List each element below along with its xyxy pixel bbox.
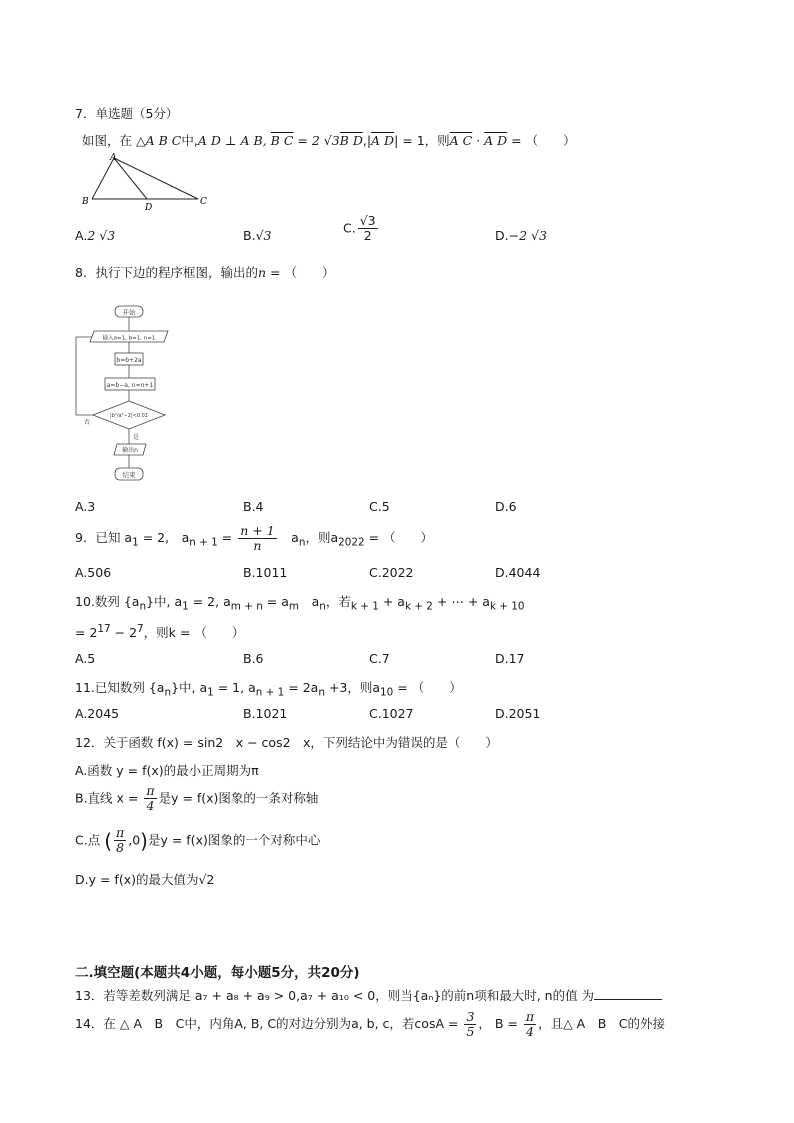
q9-stem: 9．已知 $a_1 = 2$, $a_{n + 1}$ = $\frac{n + 1}{n}$ $a_n$，则$a_{2022}$ = （ ） <box>75 522 434 553</box>
flow-output: 输出n <box>122 447 138 454</box>
q12-option-b: B.直线 x = $\frac{\pi}{4}$ 是y = f(x)图象的一条对称轴 <box>75 783 319 814</box>
q13-answer-blank[interactable] <box>594 987 662 1000</box>
flow-input: 输入a=1, b=1, n=1 <box>102 335 156 342</box>
q8-option-a: A.3 <box>75 499 96 514</box>
triangle-figure <box>80 152 210 212</box>
q12-option-c: C.点 ( $\frac{\pi}{8}$ ,0)是y = f(x)图象的一个对称中心 <box>75 825 321 856</box>
q11-stem: 11.已知数列 $\{a_n\}$中, $a_1 = 1$, $a_{n + 1} = 2a_n +3$，则$a_{10}$ = （ ） <box>75 680 462 699</box>
flow-no: 否 <box>84 419 91 426</box>
q7-option-d: D.−2 √3 <box>495 228 547 243</box>
q7-stem: 如图，在 △A B C中,A D ⊥ A B, B C = 2 √3B D,|A D| = 1，则A C · A D = （ ） <box>82 133 576 148</box>
q7-option-c: C. $\frac{√3}{2}$ <box>343 213 376 244</box>
q12-option-d: D.y = f(x)的最大值为√2 <box>75 872 215 887</box>
q10-stem-line2: = $2^{17} - 2^7$，则k = （ ） <box>75 623 245 641</box>
q10-option-d: D.17 <box>495 651 525 666</box>
q11-option-c: C.1027 <box>369 706 414 721</box>
fig-label-c: C <box>200 197 207 207</box>
flow-step1: b=b+2a <box>116 357 142 364</box>
q9-option-d: D.4044 <box>495 565 541 580</box>
q11-option-b: B.1021 <box>243 706 288 721</box>
flow-condition: |b²/a²−2|<0.01 <box>110 413 148 419</box>
q14-stem: 14．在 △ A B C中，内角A, B, C的对边分别为a, b, c，若cosA = $\frac{3}{5}$ ， B = $\frac{\pi}{4}$ ，且△ A B C的外接 <box>75 1008 666 1039</box>
q10-option-c: C.7 <box>369 651 390 666</box>
q10-option-a: A.5 <box>75 651 96 666</box>
flow-step2: a=b−a, n=n+1 <box>106 382 154 389</box>
flow-start: 开始 <box>122 308 136 317</box>
q10-option-b: B.6 <box>243 651 264 666</box>
q8-option-d: D.6 <box>495 499 517 514</box>
q9-option-c: C.2022 <box>369 565 414 580</box>
section-fill-in-title: 二.填空题(本题共4小题，每小题5分，共20分) <box>75 965 360 981</box>
q13-stem: 13．若等差数列满足 a₇ + a₈ + a₉ > 0,a₇ + a₁₀ < 0，则当{aₙ}的前n项和最大时, n的值 为 <box>75 986 662 1004</box>
flowchart <box>70 300 180 486</box>
flow-end: 结束 <box>122 471 136 479</box>
q11-option-a: A.2045 <box>75 706 120 721</box>
fig-label-a: A <box>110 153 117 163</box>
fig-label-b: B <box>82 197 89 207</box>
q7-option-b: B.√3 <box>243 228 272 243</box>
q10-stem-line1: 10.数列 $\{a_n\}$中, $a_1 = 2$, $a_{m + n} = a_m$ $a_n$，若$_{k + 1} + a_{k + 2}$ + ⋯ + $a_{k + 10}$ <box>75 594 525 613</box>
q12-option-a: A.函数 y = f(x)的最小正周期为π <box>75 763 259 778</box>
q8-stem: 8．执行下边的程序框图，输出的n = （ ） <box>75 265 335 280</box>
q8-option-b: B.4 <box>243 499 264 514</box>
q7-header: 7．单选题（5分） <box>75 106 179 121</box>
flow-yes: 是 <box>133 434 140 441</box>
q9-option-b: B.1011 <box>243 565 288 580</box>
q9-option-a: A.506 <box>75 565 112 580</box>
q12-stem: 12．关于函数 f(x) = sin2 x − cos2 x，下列结论中为错误的是（ ） <box>75 735 498 750</box>
q7-option-a: A.2 √3 <box>75 228 116 243</box>
q8-option-c: C.5 <box>369 499 390 514</box>
q11-option-d: D.2051 <box>495 706 541 721</box>
fig-label-d: D <box>145 203 153 212</box>
